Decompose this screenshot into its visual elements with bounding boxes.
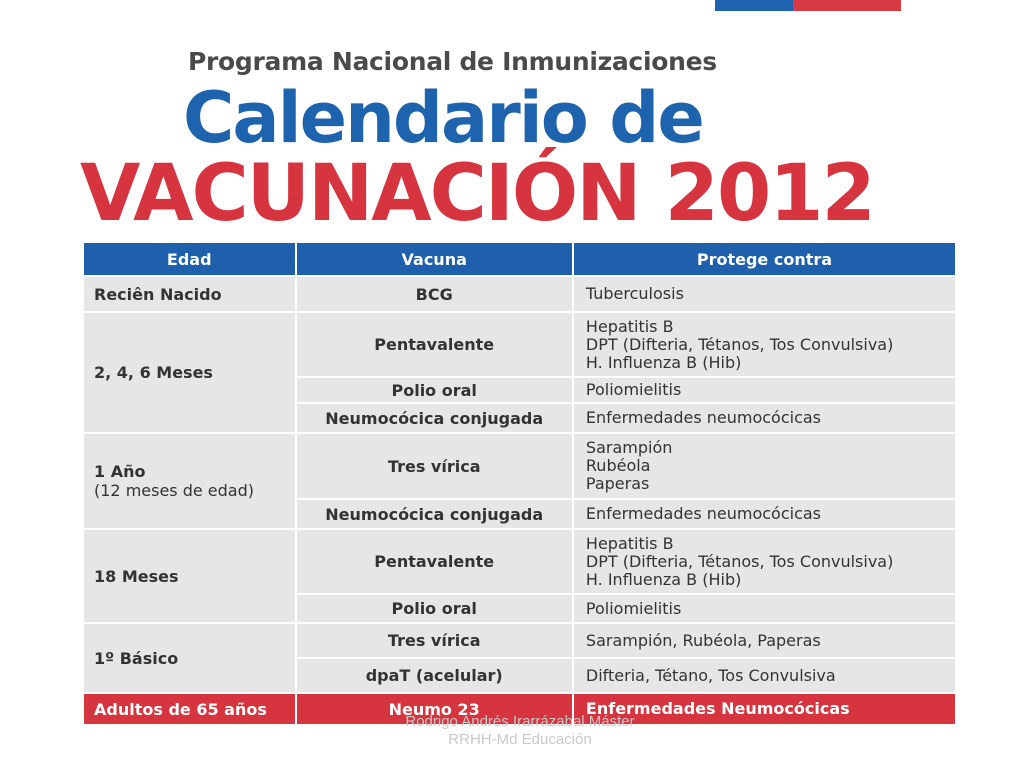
- flag-red-segment: [793, 0, 901, 11]
- watermark-line: RRHH-Md Educación: [448, 731, 592, 748]
- protects-cell: [574, 500, 955, 528]
- protects-cell: [574, 434, 955, 498]
- age-cell: 1º Básico: [84, 624, 295, 692]
- protects-line: Poliomielitis: [585, 598, 682, 618]
- age-cell: Adultos de 65 años: [84, 694, 295, 724]
- protects-cell: [574, 378, 955, 402]
- table-row: [84, 624, 955, 657]
- watermark-line: Rodrigo Andrés Irarrázabal Máster: [405, 713, 635, 730]
- program-subtitle: Programa Nacional de Inmunizaciones: [188, 47, 717, 76]
- protects-cell: [574, 694, 955, 724]
- protects-line: Tuberculosis: [585, 284, 684, 303]
- age-label: 1 Año: [94, 462, 146, 481]
- flag-blue-segment: [715, 0, 793, 11]
- table-row-highlight: [84, 694, 955, 724]
- protects-line: Rubéola: [585, 456, 651, 475]
- column-header-protege: Protege contra: [574, 243, 955, 275]
- protects-cell: [574, 624, 955, 657]
- protects-line: DPT (Difteria, Tétanos, Tos Convulsiva): [585, 334, 894, 354]
- column-header-edad: Edad: [84, 243, 295, 275]
- protects-cell: [574, 595, 955, 622]
- protects-line: Difteria, Tétano, Tos Convulsiva: [585, 665, 836, 685]
- age-cell: [84, 434, 295, 528]
- protects-cell: [574, 659, 955, 692]
- vaccine-cell: BCG: [297, 277, 572, 311]
- protects-line: Enfermedades neumocócicas: [585, 504, 822, 523]
- table-row: [84, 313, 955, 376]
- protects-cell: [574, 404, 955, 432]
- flag-stripe: [715, 0, 901, 11]
- protects-line: Sarampión, Rubéola, Paperas: [585, 630, 821, 650]
- protects-line: Enfermedades Neumocócicas: [585, 699, 850, 718]
- protects-cell: [574, 277, 955, 311]
- title-vacunacion: VACUNACIÓN 2012: [80, 149, 874, 239]
- protects-line: Hepatitis B: [585, 316, 674, 336]
- protects-line: DPT (Difteria, Tétanos, Tos Convulsiva): [585, 551, 894, 571]
- column-header-vacuna: Vacuna: [297, 243, 572, 275]
- table-row: [84, 434, 955, 498]
- vaccine-cell: Polio oral: [297, 595, 572, 622]
- age-cell: Reciên Nacido: [84, 277, 295, 311]
- protects-line: H. Influenza B (Hib): [585, 352, 742, 372]
- age-sublabel: (12 meses de edad): [94, 481, 255, 500]
- age-cell: 2, 4, 6 Meses: [84, 313, 295, 432]
- vaccination-table: [82, 241, 957, 726]
- vaccine-cell: Neumocócica conjugada: [297, 500, 572, 528]
- protects-cell: [574, 313, 955, 376]
- table-header-row: [84, 243, 955, 275]
- vaccine-cell: Neumo 23: [297, 694, 572, 724]
- protects-line: Enfermedades neumocócicas: [585, 408, 822, 427]
- title-calendario: Calendario de: [183, 77, 703, 159]
- vaccine-cell: Polio oral: [297, 378, 572, 402]
- protects-line: Hepatitis B: [585, 533, 674, 553]
- protects-line: Paperas: [585, 474, 650, 493]
- protects-line: H. Influenza B (Hib): [585, 569, 742, 589]
- vaccine-cell: Pentavalente: [297, 530, 572, 593]
- protects-line: Poliomielitis: [585, 380, 682, 399]
- vaccine-cell: Tres vírica: [297, 434, 572, 498]
- vaccine-cell: Tres vírica: [297, 624, 572, 657]
- vaccine-cell: dpaT (acelular): [297, 659, 572, 692]
- table-row: [84, 277, 955, 311]
- table-row: [84, 530, 955, 593]
- vaccine-cell: Neumocócica conjugada: [297, 404, 572, 432]
- vaccine-cell: Pentavalente: [297, 313, 572, 376]
- protects-cell: [574, 530, 955, 593]
- age-cell: 18 Meses: [84, 530, 295, 622]
- protects-line: Sarampión: [585, 438, 673, 457]
